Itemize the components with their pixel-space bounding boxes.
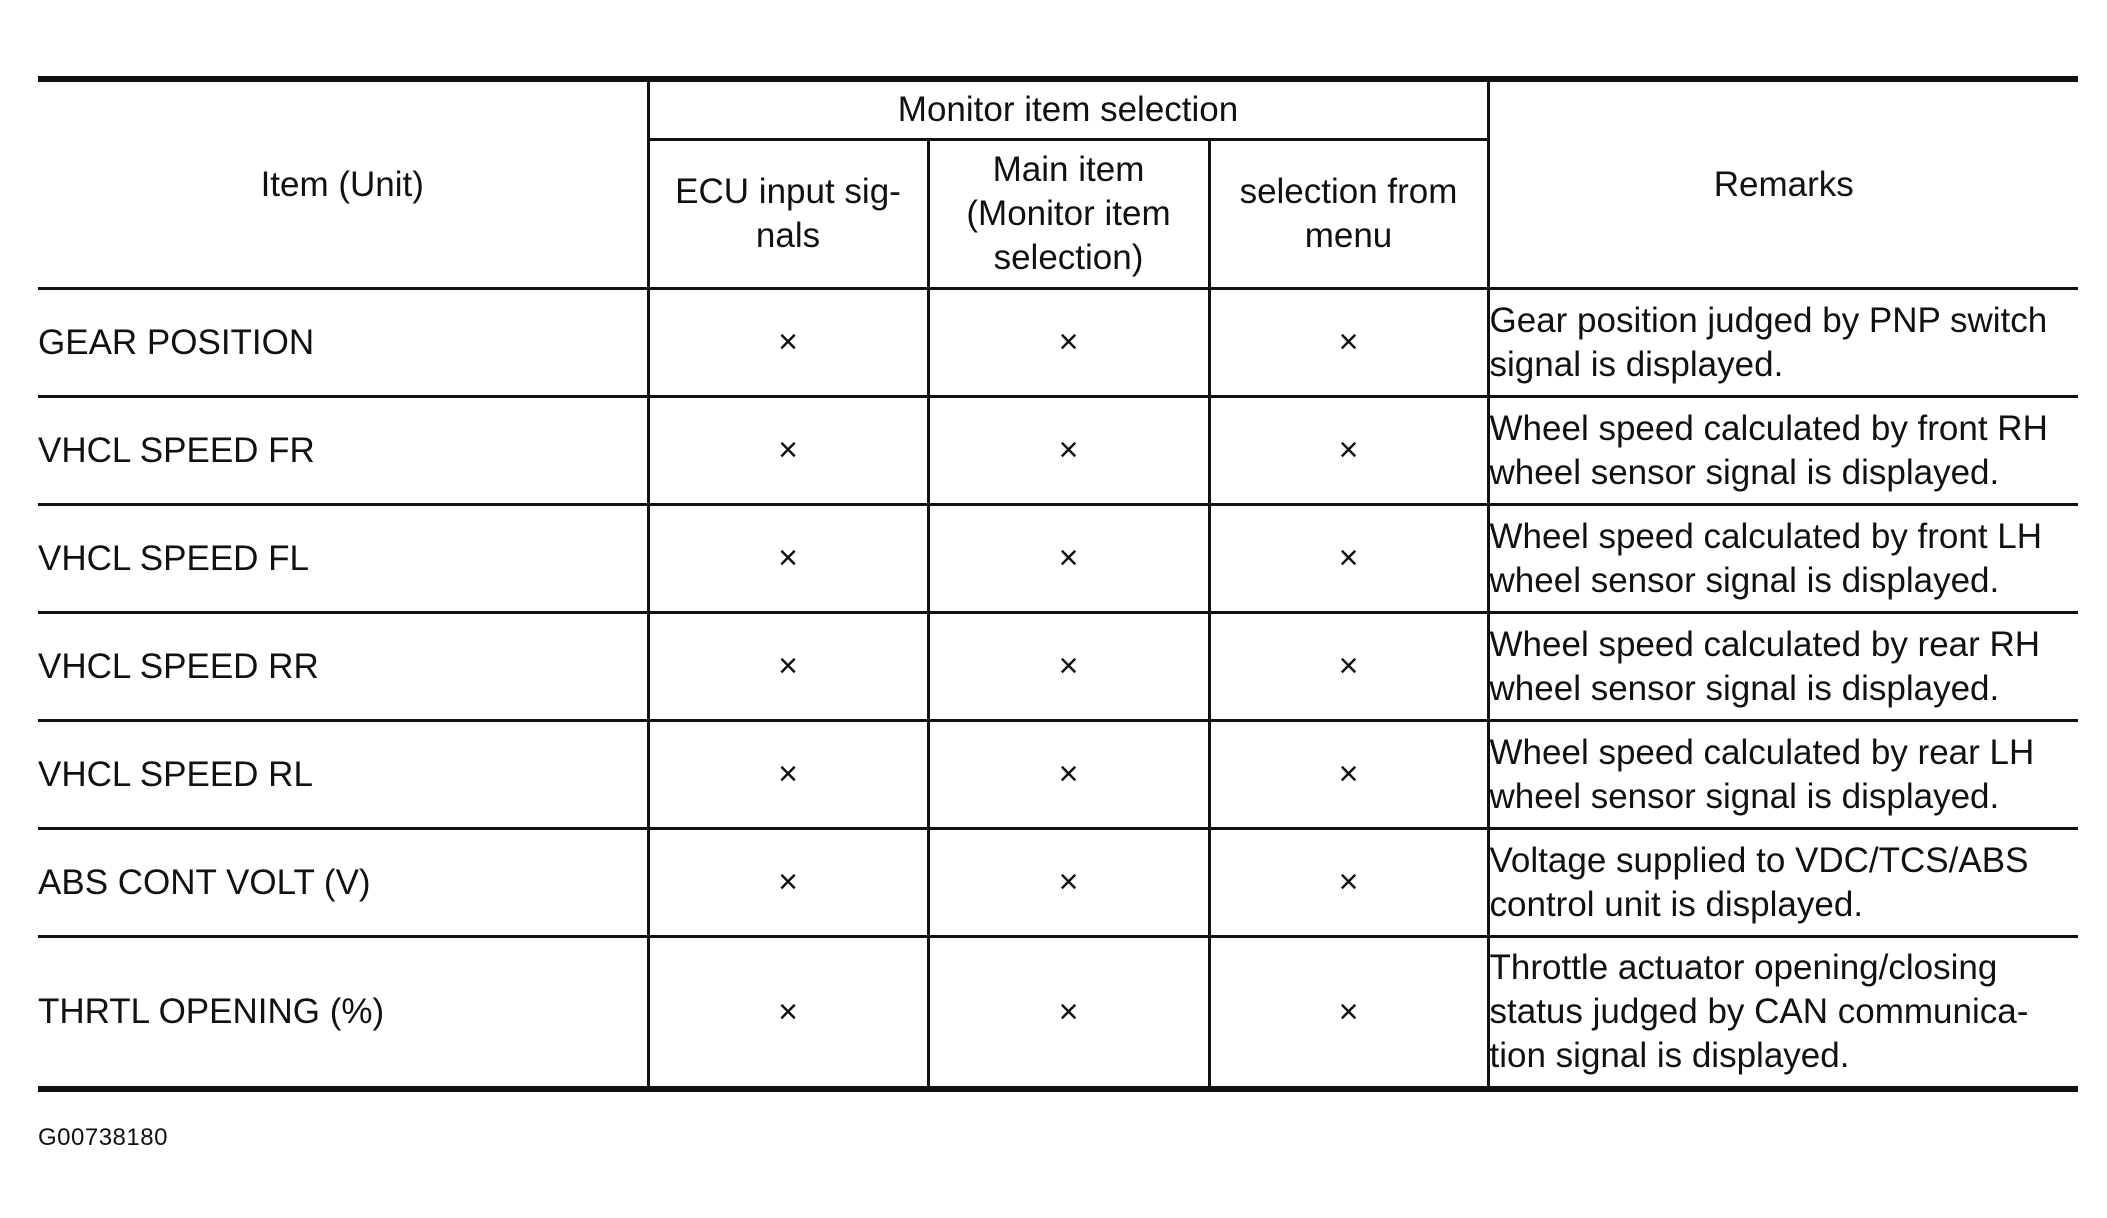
cell-menu-mark: × (1209, 937, 1488, 1089)
cell-ecu-mark: × (648, 289, 928, 397)
table-row (38, 829, 2078, 937)
table-row (38, 937, 2078, 1089)
cell-ecu-mark: × (648, 937, 928, 1089)
table-row (38, 721, 2078, 829)
cell-ecu-mark: × (648, 829, 928, 937)
cell-remarks: Wheel speed calculated by front LH wheel sensor signal is displayed. (1488, 505, 2078, 613)
cell-menu-mark: × (1209, 721, 1488, 829)
cell-main-mark: × (928, 397, 1209, 505)
header-row-top (38, 79, 2078, 140)
header-item-unit: Item (Unit) (38, 79, 648, 289)
cell-menu-mark: × (1209, 829, 1488, 937)
cell-remarks: Wheel speed calculated by front RH wheel sensor signal is displayed. (1488, 397, 2078, 505)
cell-main-mark: × (928, 829, 1209, 937)
header-remarks: Remarks (1488, 79, 2078, 289)
cell-item: THRTL OPENING (%) (38, 937, 648, 1089)
header-ecu-input-signals: ECU input sig- nals (648, 140, 928, 289)
cell-item: VHCL SPEED FR (38, 397, 648, 505)
cell-main-mark: × (928, 613, 1209, 721)
header-selection-from-menu: selection from menu (1209, 140, 1488, 289)
cell-ecu-mark: × (648, 721, 928, 829)
cell-menu-mark: × (1209, 397, 1488, 505)
cell-remarks: Wheel speed calculated by rear RH wheel sensor signal is displayed. (1488, 613, 2078, 721)
cell-ecu-mark: × (648, 505, 928, 613)
monitor-item-table (38, 76, 2078, 1092)
cell-ecu-mark: × (648, 397, 928, 505)
monitor-item-table-wrapper (38, 76, 2078, 1092)
cell-main-mark: × (928, 721, 1209, 829)
cell-remarks: Wheel speed calculated by rear LH wheel sensor signal is displayed. (1488, 721, 2078, 829)
cell-menu-mark: × (1209, 613, 1488, 721)
cell-item: ABS CONT VOLT (V) (38, 829, 648, 937)
figure-code: G00738180 (38, 1124, 168, 1151)
table-row (38, 397, 2078, 505)
cell-menu-mark: × (1209, 289, 1488, 397)
cell-main-mark: × (928, 937, 1209, 1089)
cell-remarks: Gear position judged by PNP switch signal is displayed. (1488, 289, 2078, 397)
cell-remarks: Throttle actuator opening/closing status judged by CAN communica- tion signal is displayed. (1488, 937, 2078, 1089)
cell-item: VHCL SPEED RR (38, 613, 648, 721)
cell-menu-mark: × (1209, 505, 1488, 613)
table-row (38, 613, 2078, 721)
header-main-item: Main item (Monitor item selection) (928, 140, 1209, 289)
cell-main-mark: × (928, 505, 1209, 613)
header-monitor-item-selection: Monitor item selection (648, 79, 1488, 140)
cell-item: GEAR POSITION (38, 289, 648, 397)
cell-item: VHCL SPEED RL (38, 721, 648, 829)
cell-item: VHCL SPEED FL (38, 505, 648, 613)
cell-main-mark: × (928, 289, 1209, 397)
table-row (38, 505, 2078, 613)
cell-remarks: Voltage supplied to VDC/TCS/ABS control unit is displayed. (1488, 829, 2078, 937)
cell-ecu-mark: × (648, 613, 928, 721)
table-row (38, 289, 2078, 397)
